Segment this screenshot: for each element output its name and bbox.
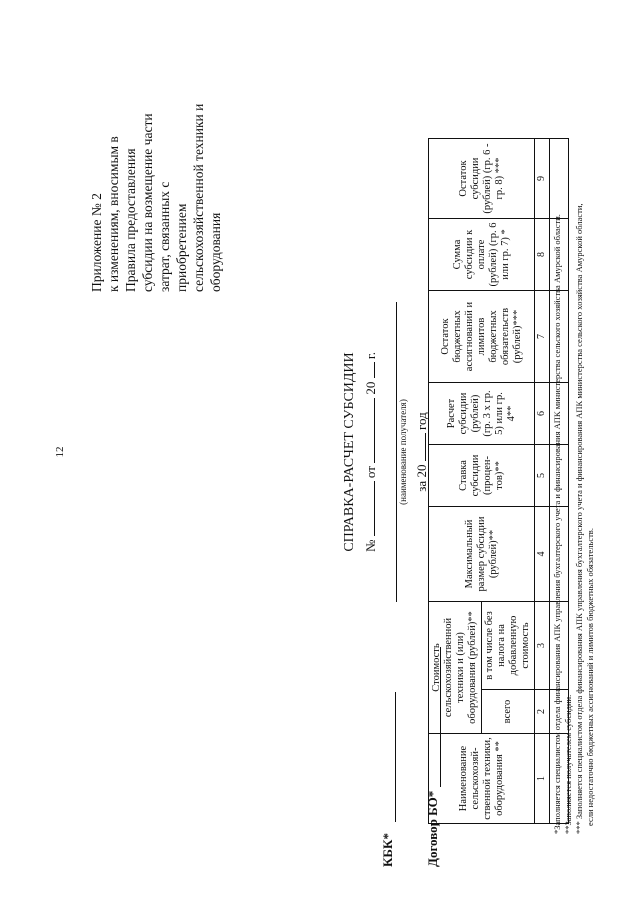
year-prefix: 20 [363,381,378,395]
header-cell: всего [482,690,535,734]
appendix-line: сельскохозяйственной техники и [191,103,206,292]
appendix-line: оборудования [208,212,223,292]
footnotes [552,34,596,834]
appendix-line: Правила предоставления [123,148,138,292]
column-number: 8 [535,219,550,291]
column-number: 5 [535,445,550,507]
contract-label: Договор БО* [425,790,440,867]
year-blank [362,362,375,378]
column-number: 4 [535,507,550,602]
year-suffix: г. [363,351,378,360]
column-number: 1 [535,734,550,824]
footnote: *** Заполняется специалистом отдела финансирования АПК управления бухгалтерского учета и финансирования АПК министерства сельского хозяйства Амурской области, [574,203,584,834]
header-cell: Остаток бюджетных ассигнований и лимитов бюджетных обязательств (рублей)*** [429,291,535,383]
kbk-field-line [395,692,396,822]
date-blank [362,398,375,463]
document-title: СПРАВКА-РАСЧЕТ СУБСИДИИ [342,352,357,552]
page-number: 12 [54,446,66,458]
appendix-header [88,12,224,292]
header-cell: Ставка субсидии (процен-тов)** [429,445,535,507]
column-number: 2 [535,690,550,734]
header-cell: Расчет субсидии (рублей) (гр. 3 х гр. 5) или гр. 4** [429,383,535,445]
header-cell: Наименование сельскохозяй-ственной техники, оборудования ** [429,734,535,824]
number-date-line [362,312,379,592]
period-blank [413,433,426,461]
number-blank [362,481,375,536]
footnote: если недостаточно бюджетных ассигнований и лимитов бюджетных обязательств. [585,528,595,826]
column-number: 6 [535,383,550,445]
subsidy-table [428,138,569,824]
appendix-line: затрат, связанных с [157,181,172,292]
recipient-field-line [396,302,397,602]
footnote: **Заполняется получателем субсидии. [563,694,573,834]
appendix-line: приобретением [174,203,189,292]
header-cell: Сумма субсидии к оплате (рублей) (гр. 6 или гр. 7) * [429,219,535,291]
column-number-row [535,139,550,824]
document-page [20,12,620,892]
column-number: 7 [535,291,550,383]
kbk-label: КБК* [380,833,395,867]
column-number: 3 [535,602,550,690]
header-cell: Максимальный размер субсидии (рублей)** [429,507,535,602]
appendix-line: Приложение № 2 [89,193,104,292]
appendix-line: субсидии на возмещение части [140,113,155,292]
period-prefix: за 20 [414,464,429,492]
recipient-caption: (наименование получателя) [398,399,408,505]
footnote: *Заполняется специалистом отдела финансирования АПК управления бухгалтерского учета и финансирования АПК министерства сельского хозяйства Амурской области. [552,214,562,834]
number-sign: № [363,539,378,553]
header-cell: Остаток субсидии (рублей) (гр. 6 - гр. 8) *** [429,139,535,219]
header-cell: в том числе без налога на добавленную стоимость [482,602,535,690]
column-number: 9 [535,139,550,219]
appendix-line: к изменениям, вносимым в [106,136,121,292]
period-suffix: год [414,412,429,431]
header-row [429,139,482,824]
header-cell: Стоимость сельскохозяйственной техники и (или) оборудования (рублей)** [429,602,482,734]
from-label: от [363,466,378,479]
